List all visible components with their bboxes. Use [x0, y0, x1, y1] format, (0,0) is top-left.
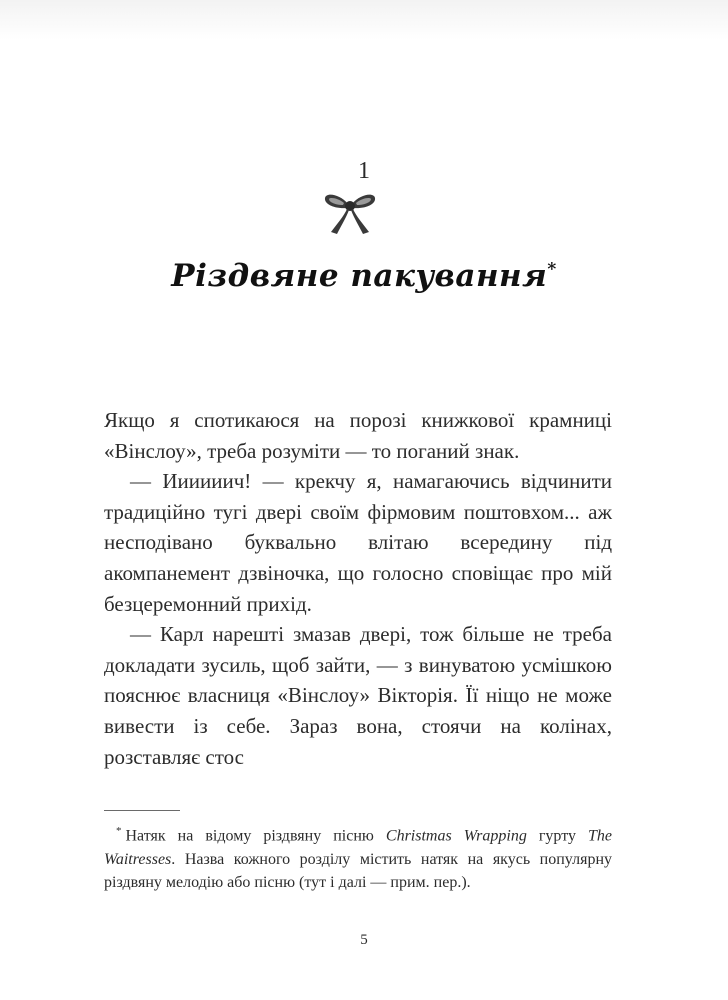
- footnote-text: . Назва кожного розділу містить натяк на якусь популярну різдвяну мелодію або пісню (тут і далі — прим. пер.).: [104, 850, 612, 892]
- scan-shadow: [0, 0, 728, 40]
- footnote-text: Натяк на відому різдвяну пісню: [125, 827, 386, 845]
- footnote-band-name: The Waitresses: [104, 827, 612, 868]
- paragraph: — Иииииич! — крекчу я, намагаючись відчинити традиційно тугі двері своїм фірмовим поштовхом... аж несподівано буквально влітаю всередину під акомпанемент дзвіночка, що голосно сповіщає про мій безцеремонний прихід.: [104, 469, 612, 616]
- footnote-text: гурту: [526, 827, 588, 845]
- bow-icon: [322, 190, 378, 238]
- footnote-divider: [104, 810, 180, 811]
- footnote-marker: *: [116, 825, 122, 837]
- chapter-title-text: Різдвяне пакування: [171, 258, 548, 294]
- footnote-song-title: Christmas Wrapping: [385, 827, 527, 845]
- chapter-title: [0, 258, 728, 294]
- page-number: 5: [360, 932, 368, 948]
- chapter-number: 1: [358, 158, 370, 184]
- paragraph: Якщо я спотикаюся на порозі книжкової крамниці «Вінслоу», треба розуміти — то поганий знак.: [104, 408, 612, 463]
- footnote: [104, 820, 612, 895]
- paragraph: — Карл нарешті змазав двері, тож більше не треба докладати зусиль, щоб зайти, — з винуватою усмішкою пояснює власниця «Вінслоу» Вікторія. Її ніщо не може вивести із себе. Зараз вона, стоячи на колінах, розставляє стос: [104, 622, 612, 769]
- body-text: [104, 405, 612, 772]
- title-footnote-marker: *: [547, 259, 557, 280]
